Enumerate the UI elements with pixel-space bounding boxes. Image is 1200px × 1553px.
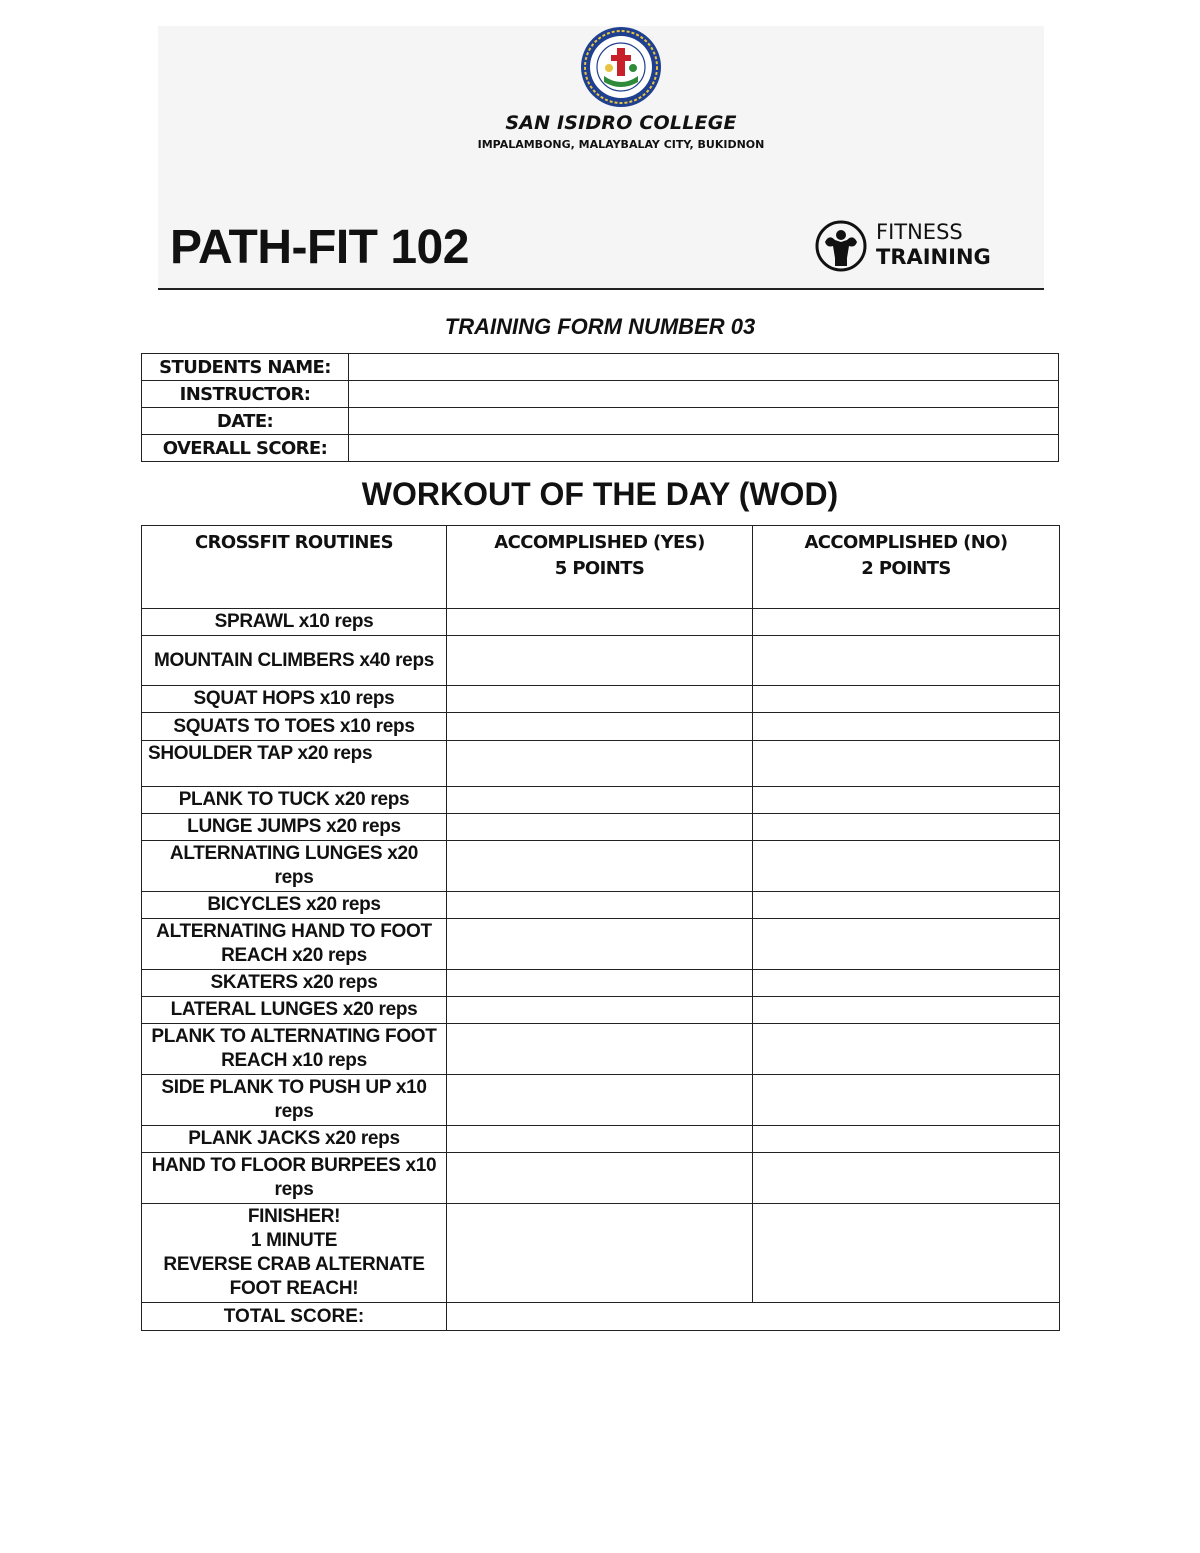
college-name: SAN ISIDRO COLLEGE <box>505 112 737 134</box>
routine-name: BICYCLES x20 reps <box>142 892 447 919</box>
no-cell[interactable] <box>753 1075 1060 1126</box>
table-row <box>142 1126 1060 1153</box>
yes-cell[interactable] <box>447 609 753 636</box>
yes-cell[interactable] <box>447 1024 753 1075</box>
table-row <box>142 741 1060 787</box>
table-row <box>142 1204 1060 1303</box>
table-row <box>142 1153 1060 1204</box>
yes-cell[interactable] <box>447 787 753 814</box>
yes-cell[interactable] <box>447 741 753 787</box>
yes-cell[interactable] <box>447 1204 753 1303</box>
badge-line-training: TRAINING <box>876 245 991 269</box>
info-row <box>142 354 1059 381</box>
wod-header-row <box>142 526 1060 609</box>
routine-name: SKATERS x20 reps <box>142 970 447 997</box>
routine-name: SHOULDER TAP x20 reps <box>142 741 447 787</box>
table-row <box>142 1024 1060 1075</box>
no-cell[interactable] <box>753 713 1060 741</box>
routine-name: SPRAWL x10 reps <box>142 609 447 636</box>
yes-cell[interactable] <box>447 636 753 686</box>
routine-name: PLANK TO ALTERNATING FOOT REACH x10 reps <box>142 1024 447 1075</box>
yes-cell[interactable] <box>447 841 753 892</box>
routine-name: SQUATS TO TOES x10 reps <box>142 713 447 741</box>
yes-cell[interactable] <box>447 1075 753 1126</box>
total-score-label: TOTAL SCORE: <box>142 1303 447 1331</box>
table-row <box>142 919 1060 970</box>
no-cell[interactable] <box>753 1204 1060 1303</box>
yes-cell[interactable] <box>447 970 753 997</box>
table-row <box>142 787 1060 814</box>
no-cell[interactable] <box>753 970 1060 997</box>
table-row <box>142 997 1060 1024</box>
table-row <box>142 713 1060 741</box>
table-row <box>142 814 1060 841</box>
instructor-field[interactable] <box>349 381 1059 408</box>
yes-cell[interactable] <box>447 1153 753 1204</box>
yes-cell[interactable] <box>447 892 753 919</box>
routine-name: MOUNTAIN CLIMBERS x40 reps <box>142 636 447 686</box>
routine-name: SIDE PLANK TO PUSH UP x10 reps <box>142 1075 447 1126</box>
no-cell[interactable] <box>753 686 1060 713</box>
table-row <box>142 1075 1060 1126</box>
info-row <box>142 408 1059 435</box>
college-seal-icon <box>580 26 662 108</box>
col-header-routines: CROSSFIT ROUTINES <box>142 526 447 609</box>
yes-cell[interactable] <box>447 713 753 741</box>
header-divider <box>158 288 1044 290</box>
routine-name: PLANK TO TUCK x20 reps <box>142 787 447 814</box>
routine-name: PLANK JACKS x20 reps <box>142 1126 447 1153</box>
overall-score-label: OVERALL SCORE: <box>142 435 349 462</box>
col-header-no: ACCOMPLISHED (NO) 2 POINTS <box>753 526 1060 609</box>
student-info-table <box>141 353 1059 462</box>
no-cell[interactable] <box>753 919 1060 970</box>
routine-name: ALTERNATING LUNGES x20 reps <box>142 841 447 892</box>
wod-title: WORKOUT OF THE DAY (WOD) <box>361 476 839 512</box>
no-cell[interactable] <box>753 609 1060 636</box>
instructor-label: INSTRUCTOR: <box>142 381 349 408</box>
badge-line-fitness: FITNESS <box>876 220 963 244</box>
no-cell[interactable] <box>753 741 1060 787</box>
no-cell[interactable] <box>753 636 1060 686</box>
no-cell[interactable] <box>753 892 1060 919</box>
course-code: PATH-FIT 102 <box>170 221 469 274</box>
table-row <box>142 892 1060 919</box>
routine-name: HAND TO FLOOR BURPEES x10 reps <box>142 1153 447 1204</box>
date-field[interactable] <box>349 408 1059 435</box>
routine-name: SQUAT HOPS x10 reps <box>142 686 447 713</box>
no-cell[interactable] <box>753 787 1060 814</box>
student-name-field[interactable] <box>349 354 1059 381</box>
yes-cell[interactable] <box>447 919 753 970</box>
col-header-yes: ACCOMPLISHED (YES) 5 POINTS <box>447 526 753 609</box>
no-cell[interactable] <box>753 814 1060 841</box>
finisher-routine: FINISHER! 1 MINUTE REVERSE CRAB ALTERNATE FOOT REACH! <box>142 1204 447 1303</box>
routine-name: ALTERNATING HAND TO FOOT REACH x20 reps <box>142 919 447 970</box>
yes-cell[interactable] <box>447 1126 753 1153</box>
form-title: TRAINING FORM NUMBER 03 <box>444 314 756 339</box>
student-name-label: STUDENTS NAME: <box>142 354 349 381</box>
bodybuilder-icon <box>815 220 867 272</box>
info-row <box>142 435 1059 462</box>
total-score-field[interactable] <box>447 1303 1060 1331</box>
no-cell[interactable] <box>753 1024 1060 1075</box>
table-row <box>142 970 1060 997</box>
yes-cell[interactable] <box>447 686 753 713</box>
college-address: IMPALAMBONG, MALAYBALAY CITY, BUKIDNON <box>477 138 765 151</box>
overall-score-field[interactable] <box>349 435 1059 462</box>
no-cell[interactable] <box>753 841 1060 892</box>
table-row <box>142 636 1060 686</box>
wod-table <box>141 525 1060 1331</box>
no-cell[interactable] <box>753 1153 1060 1204</box>
yes-cell[interactable] <box>447 997 753 1024</box>
table-row <box>142 841 1060 892</box>
info-row <box>142 381 1059 408</box>
total-score-row <box>142 1303 1060 1331</box>
yes-cell[interactable] <box>447 814 753 841</box>
date-label: DATE: <box>142 408 349 435</box>
table-row <box>142 609 1060 636</box>
table-row <box>142 686 1060 713</box>
routine-name: LUNGE JUMPS x20 reps <box>142 814 447 841</box>
no-cell[interactable] <box>753 1126 1060 1153</box>
no-cell[interactable] <box>753 997 1060 1024</box>
routine-name: LATERAL LUNGES x20 reps <box>142 997 447 1024</box>
